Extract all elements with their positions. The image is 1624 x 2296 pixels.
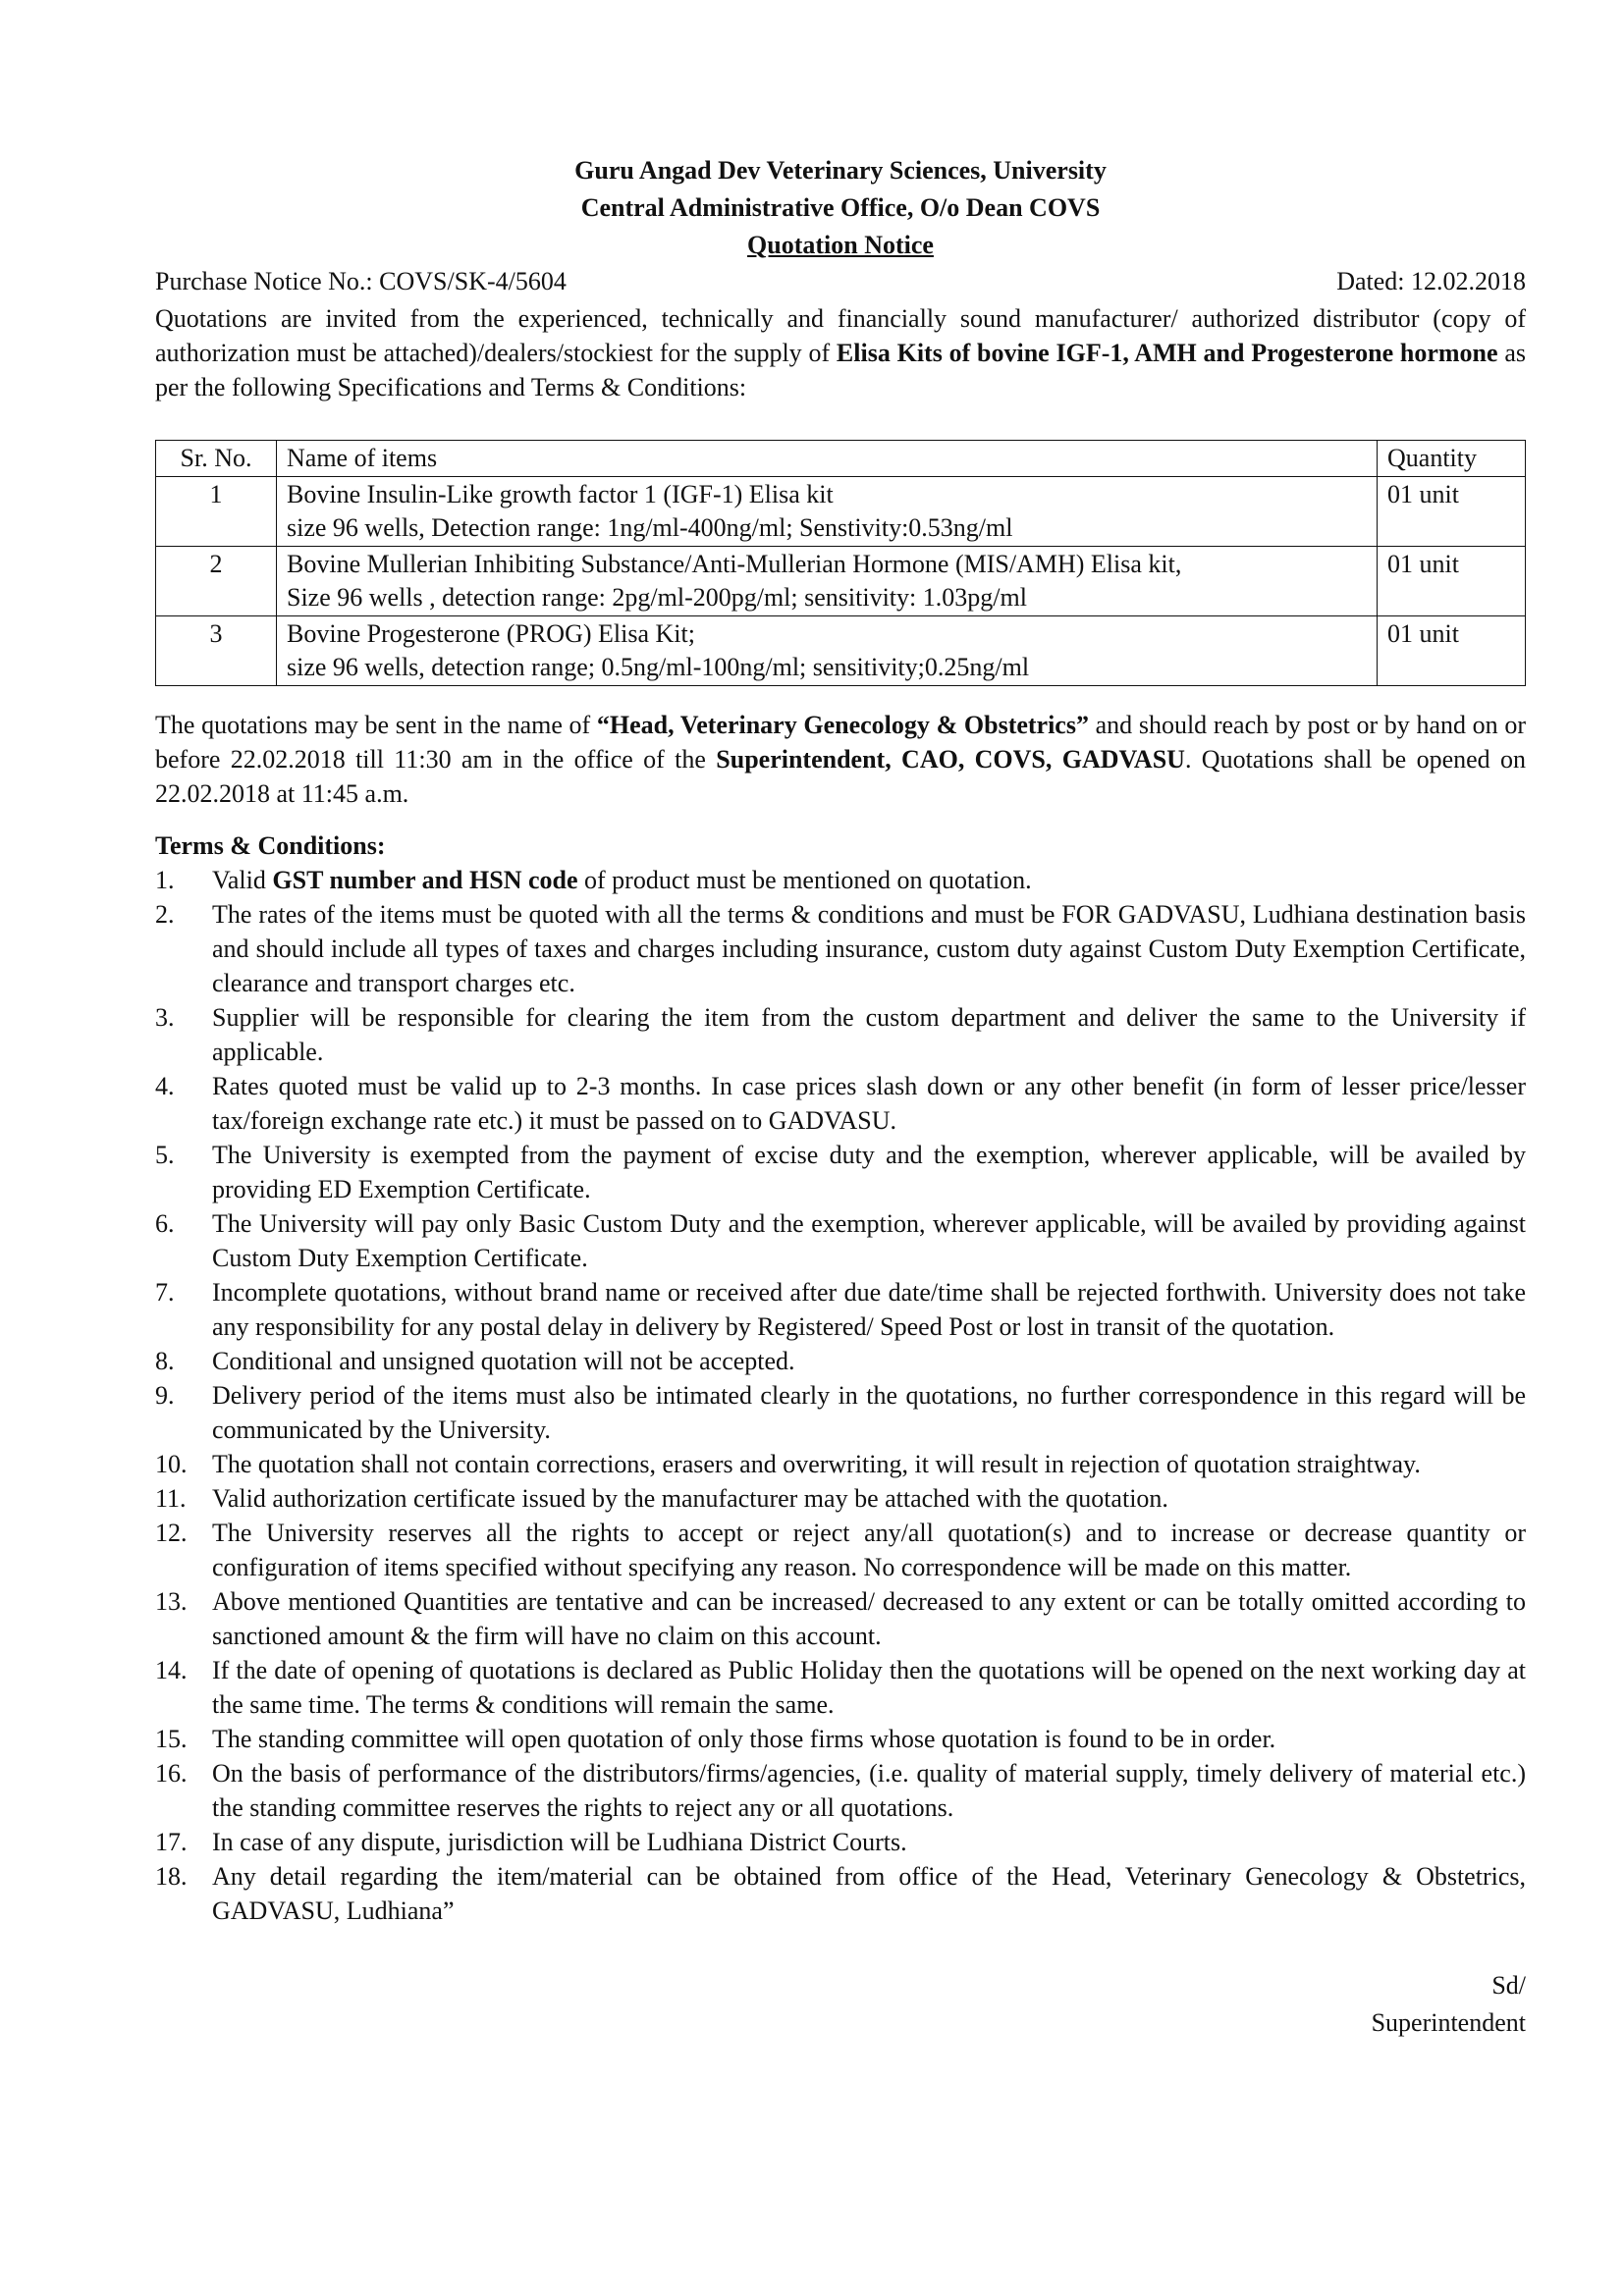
closing-text-1: The quotations may be sent in the name of — [155, 711, 597, 739]
items-table — [155, 440, 1526, 686]
list-item — [155, 1206, 1526, 1275]
term-number: 6. — [155, 1209, 175, 1238]
term-text: The rates of the items must be quoted with all the terms & conditions and must be FOR GADVASU, Ludhiana destination basis and should include all types of taxes and charges including insurance, custom duty against Custom Duty Exemption Certificate, clearance and transport charges etc. — [212, 900, 1526, 997]
list-item — [155, 897, 1526, 1000]
submission-paragraph — [155, 708, 1526, 811]
list-item — [155, 1069, 1526, 1138]
term-text: Above mentioned Quantities are tentative and can be increased/ decreased to any extent or can be totally omitted according to sanctioned amount & the firm will have no claim on this account. — [212, 1587, 1526, 1650]
list-item — [155, 1344, 1526, 1378]
list-item — [155, 1584, 1526, 1653]
term-number: 17. — [155, 1828, 188, 1856]
term-number: 12. — [155, 1519, 188, 1547]
list-item — [155, 1138, 1526, 1206]
item-title: Bovine Insulin-Like growth factor 1 (IGF-1) Elisa kit — [287, 480, 834, 508]
term-text: Rates quoted must be valid up to 2-3 months. In case prices slash down or any other benefit (in form of lesser price/lesser tax/foreign exchange rate etc.) it must be passed on to GADVASU. — [212, 1072, 1526, 1135]
notice-date: Dated: 12.02.2018 — [1336, 267, 1526, 295]
intro-text-2: as per the following Specifications and Terms & Conditions: — [155, 339, 1526, 401]
intro-text-1: Quotations are invited from the experienced, technically and financially sound manufacturer/ authorized distributor (copy of authorization must be attached)/dealers/stockiest for the supply of — [155, 304, 1526, 367]
intro-bold-items: Elisa Kits of bovine IGF-1, AMH and Progesterone hormone — [836, 339, 1498, 367]
document-page — [155, 0, 1526, 2042]
term-number: 5. — [155, 1141, 175, 1169]
term-number: 14. — [155, 1656, 188, 1684]
notice-meta — [155, 264, 1526, 298]
row-item-name — [277, 547, 1378, 616]
signatory-title: Superintendent — [1371, 2008, 1526, 2037]
closing-addressee: “Head, Veterinary Genecology & Obstetrics” — [596, 711, 1089, 739]
col-header-name: Name of items — [277, 441, 1378, 477]
term-number: 9. — [155, 1381, 175, 1410]
list-item — [155, 863, 1526, 897]
term-number: 18. — [155, 1862, 188, 1891]
office-name: Central Administrative Office, O/o Dean COVS — [580, 193, 1101, 222]
col-header-sr: Sr. No. — [156, 441, 277, 477]
col-header-quantity: Quantity — [1378, 441, 1526, 477]
item-spec: Size 96 wells , detection range: 2pg/ml-200pg/ml; sensitivity: 1.03pg/ml — [287, 583, 1027, 612]
list-item — [155, 1859, 1526, 1928]
term-text: Incomplete quotations, without brand name or received after due date/time shall be rejected forthwith. University does not take any responsibility for any postal delay in delivery by Registered/ Speed Post or lost in transit of the quotation. — [212, 1278, 1526, 1341]
row-quantity: 01 unit — [1378, 616, 1526, 686]
term-text: On the basis of performance of the distributors/firms/agencies, (i.e. quality of material supply, timely delivery of material etc.) the standing committee reserves the rights to reject any or all quotations. — [212, 1759, 1526, 1822]
closing-text-2: and should reach by post or by hand on or before 22.02.2018 till 11:30 am in the office of the — [155, 711, 1526, 774]
table-header-row — [156, 441, 1526, 477]
term-text: The University is exempted from the payment of excise duty and the exemption, wherever applicable, will be availed by providing ED Exemption Certificate. — [212, 1141, 1526, 1203]
row-sr: 1 — [156, 477, 277, 547]
purchase-notice-number: Purchase Notice No.: COVS/SK-4/5604 — [155, 267, 567, 295]
term-text: Supplier will be responsible for clearing the item from the custom department and deliver the same to the University if applicable. — [212, 1003, 1526, 1066]
term-number: 8. — [155, 1347, 175, 1375]
row-sr: 3 — [156, 616, 277, 686]
table-row — [156, 477, 1526, 547]
list-item — [155, 1516, 1526, 1584]
item-spec: size 96 wells, detection range; 0.5ng/ml-100ng/ml; sensitivity;0.25ng/ml — [287, 653, 1030, 681]
term-text-bold: GST number and HSN code — [272, 866, 578, 894]
intro-paragraph — [155, 301, 1526, 404]
row-quantity: 01 unit — [1378, 477, 1526, 547]
term-text — [212, 863, 1526, 897]
list-item — [155, 1275, 1526, 1344]
closing-office: Superintendent, CAO, COVS, GADVASU — [716, 745, 1185, 774]
term-number: 4. — [155, 1072, 175, 1100]
list-item — [155, 1447, 1526, 1481]
terms-list — [155, 863, 1526, 1928]
term-number: 7. — [155, 1278, 175, 1307]
item-spec: size 96 wells, Detection range: 1ng/ml-400ng/ml; Senstivity:0.53ng/ml — [287, 513, 1013, 542]
row-item-name — [277, 477, 1378, 547]
term-text: Any detail regarding the item/material can be obtained from office of the Head, Veterinary Genecology & Obstetrics, GADVASU, Ludhiana” — [212, 1862, 1526, 1925]
row-sr: 2 — [156, 547, 277, 616]
university-name: Guru Angad Dev Veterinary Sciences, University — [574, 156, 1107, 185]
table-row — [156, 616, 1526, 686]
item-title: Bovine Progesterone (PROG) Elisa Kit; — [287, 619, 695, 648]
table-row — [156, 547, 1526, 616]
list-item — [155, 1825, 1526, 1859]
term-text: Valid authorization certificate issued by the manufacturer may be attached with the quotation. — [212, 1484, 1168, 1513]
term-text: The standing committee will open quotation of only those firms whose quotation is found to be in order. — [212, 1725, 1276, 1753]
term-text: If the date of opening of quotations is declared as Public Holiday then the quotations will be opened on the next working day at the same time. The terms & conditions will remain the same. — [212, 1656, 1526, 1719]
term-text: In case of any dispute, jurisdiction will be Ludhiana District Courts. — [212, 1828, 907, 1856]
term-text-post: of product must be mentioned on quotation. — [577, 866, 1032, 894]
document-title: Quotation Notice — [747, 231, 934, 259]
term-number: 15. — [155, 1725, 188, 1753]
term-number: 2. — [155, 900, 175, 929]
row-quantity: 01 unit — [1378, 547, 1526, 616]
term-number: 11. — [155, 1484, 187, 1513]
list-item — [155, 1481, 1526, 1516]
row-item-name — [277, 616, 1378, 686]
list-item — [155, 1722, 1526, 1756]
term-text: Delivery period of the items must also be intimated clearly in the quotations, no further correspondence in this regard will be communicated by the University. — [212, 1381, 1526, 1444]
list-item — [155, 1378, 1526, 1447]
term-number: 3. — [155, 1003, 175, 1032]
term-text-pre: Valid — [212, 866, 273, 894]
terms-heading: Terms & Conditions: — [155, 831, 386, 860]
term-number: 16. — [155, 1759, 188, 1788]
signature-sd: Sd/ — [1491, 1971, 1526, 2000]
term-number: 10. — [155, 1450, 188, 1478]
term-text: The quotation shall not contain corrections, erasers and overwriting, it will result in rejection of quotation straightway. — [212, 1450, 1421, 1478]
signature-block — [155, 1967, 1526, 2042]
term-text: The University will pay only Basic Custom Duty and the exemption, wherever applicable, will be availed by providing against Custom Duty Exemption Certificate. — [212, 1209, 1526, 1272]
term-number: 1. — [155, 866, 175, 894]
list-item — [155, 1653, 1526, 1722]
term-text: Conditional and unsigned quotation will not be accepted. — [212, 1347, 795, 1375]
closing-text-3: . Quotations shall be opened on 22.02.2018 at 11:45 a.m. — [155, 745, 1526, 808]
list-item — [155, 1756, 1526, 1825]
list-item — [155, 1000, 1526, 1069]
term-text: The University reserves all the rights to accept or reject any/all quotation(s) and to increase or decrease quantity or configuration of items specified without specifying any reason. No correspondence will be made on this matter. — [212, 1519, 1526, 1581]
term-number: 13. — [155, 1587, 188, 1616]
item-title: Bovine Mullerian Inhibiting Substance/Anti-Mullerian Hormone (MIS/AMH) Elisa kit, — [287, 550, 1182, 578]
